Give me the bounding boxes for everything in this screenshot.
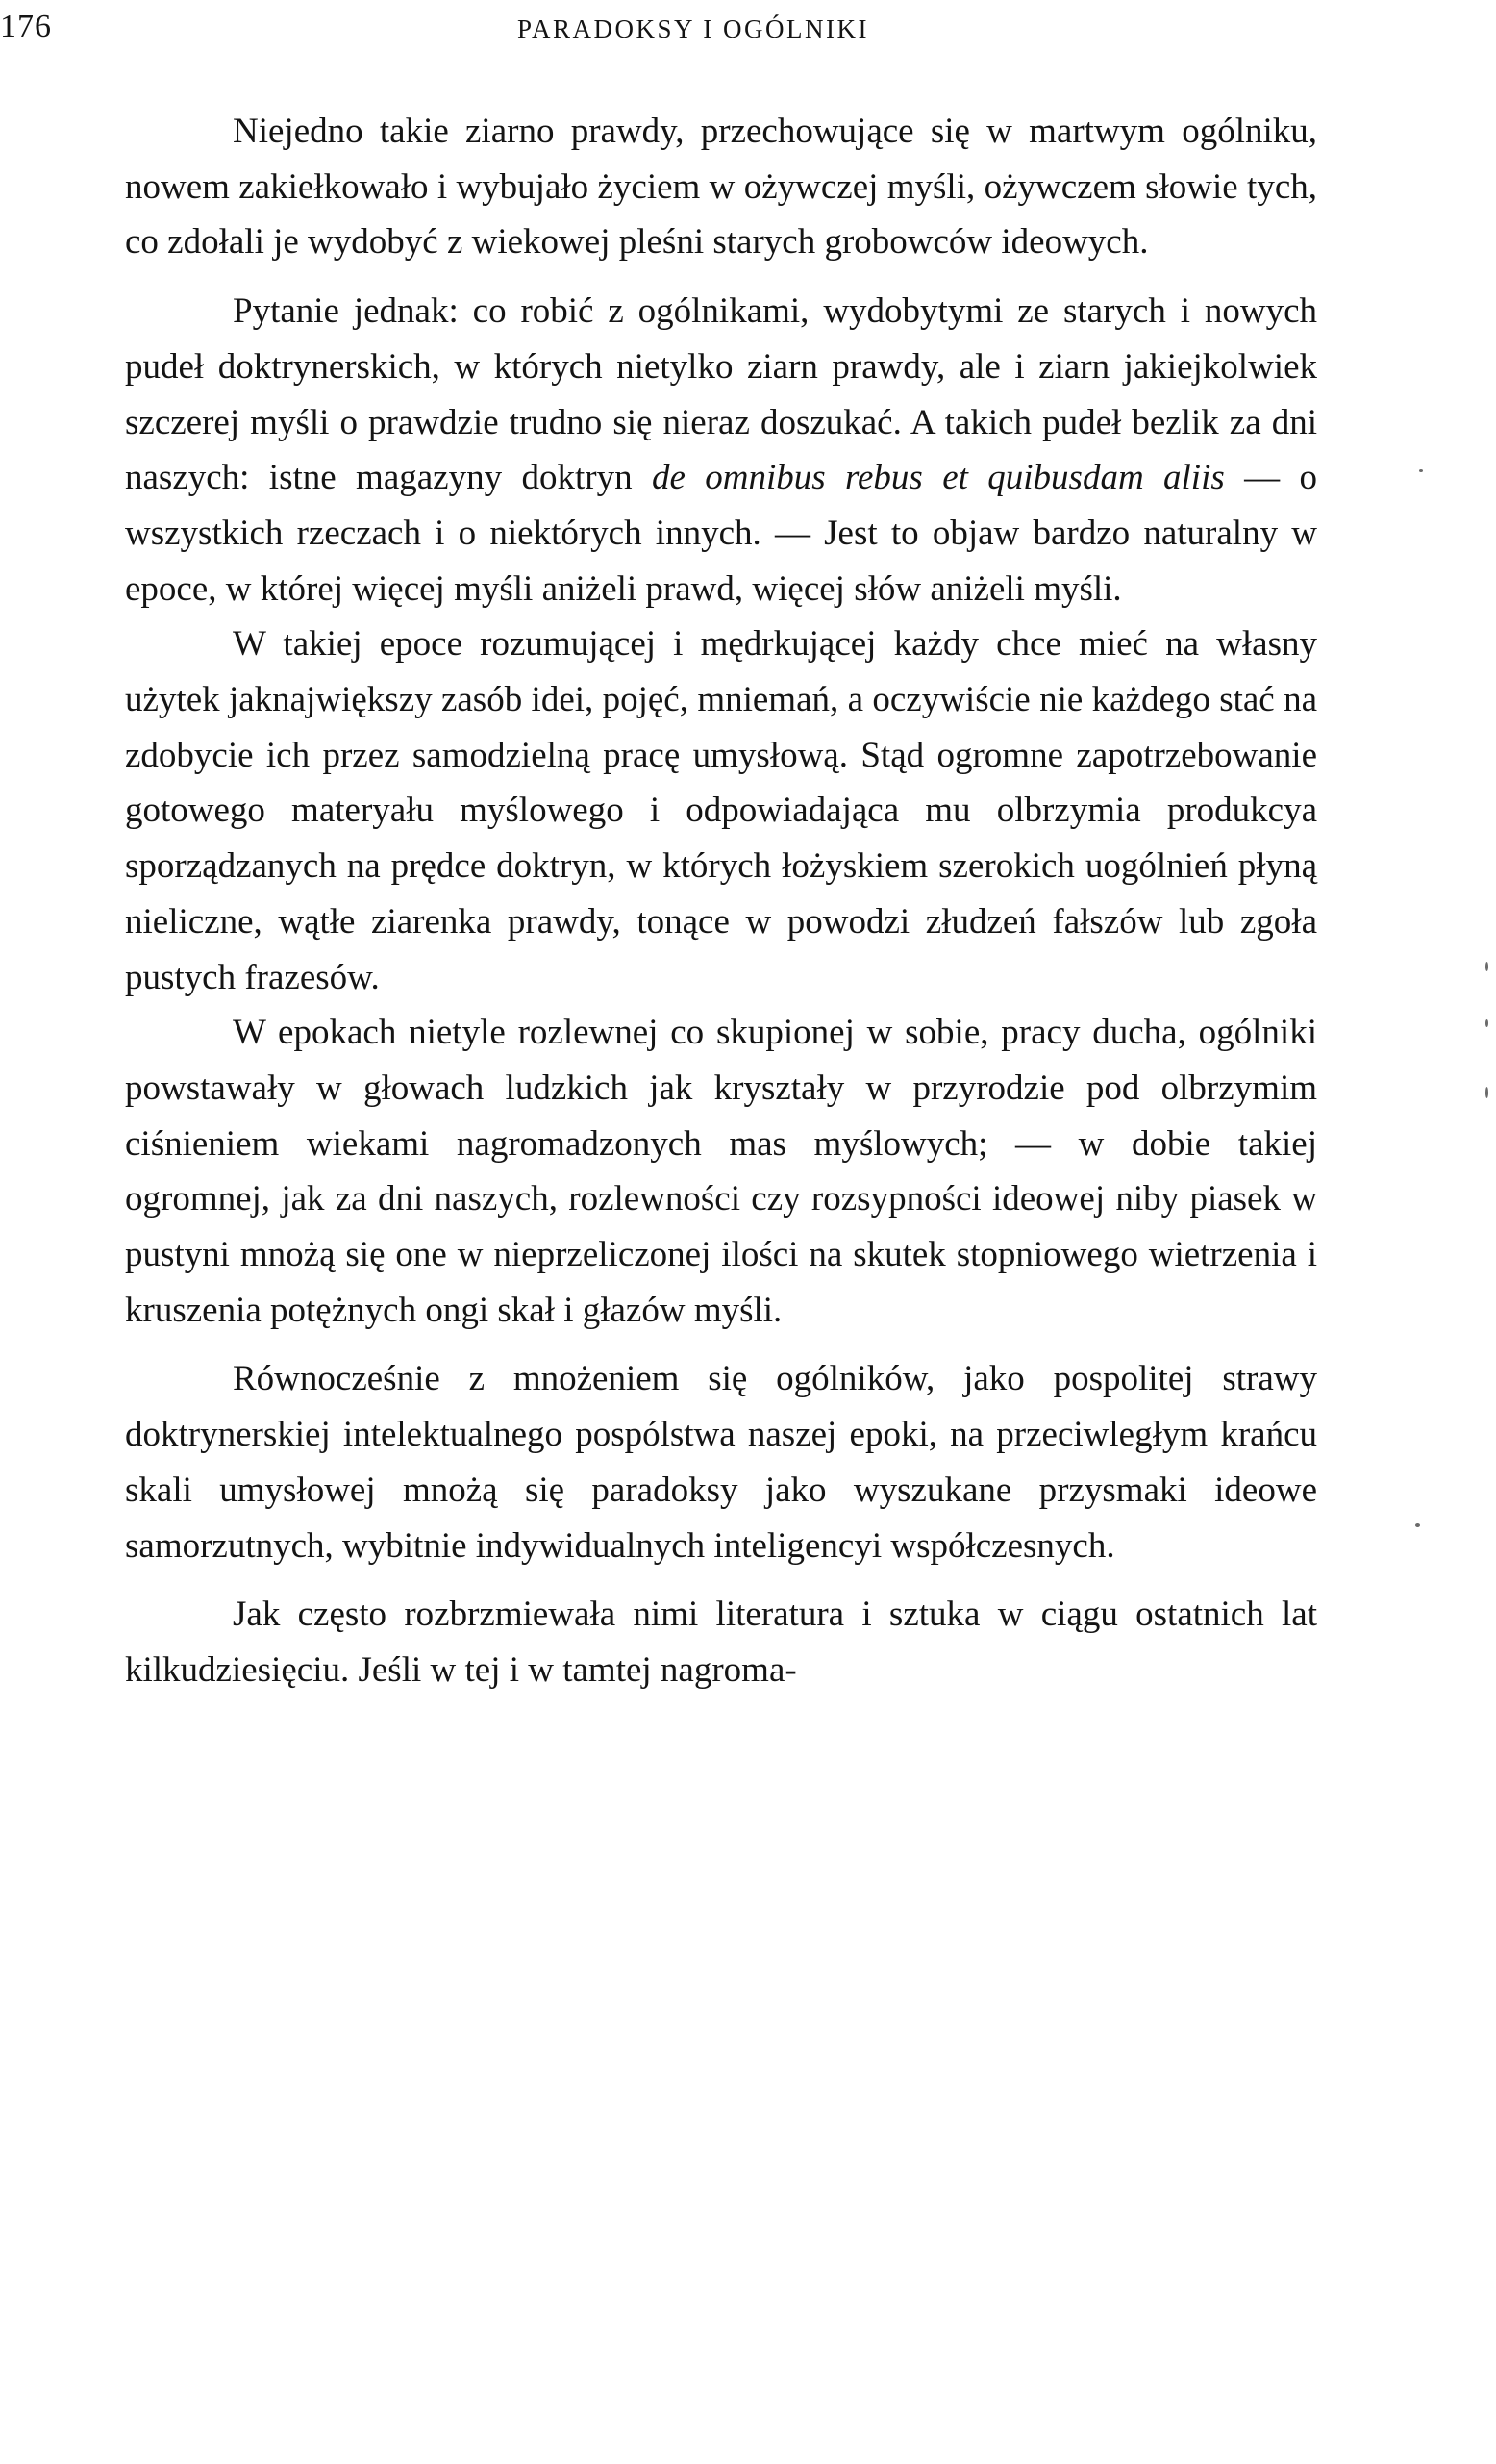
body-text bbox=[125, 104, 1317, 1712]
paragraph-1: Niejedno takie ziarno prawdy, przechowujące się w martwym ogólniku, nowem zakiełkowało i wybujało życiem w ożywczej myśli, ożywczem słowie tych, co zdołali je wydobyć z wiekowej pleśni starych grobowców ideowych. bbox=[125, 112, 1317, 263]
latin-phrase: de omnibus rebus et quibusdam aliis bbox=[651, 458, 1225, 498]
paragraph-6: Jak często rozbrzmiewała nimi literatura i sztuka w ciągu ostatnich lat kilkudziesięciu. Jeśli w tej i w tamtej nagroma- bbox=[125, 1595, 1317, 1690]
running-title: PARADOKSY I OGÓLNIKI bbox=[517, 14, 870, 43]
margin-speck bbox=[1485, 1019, 1488, 1027]
margin-speck bbox=[1485, 962, 1488, 971]
paragraph-4: W epokach nietyle rozlewnej co skupionej w sobie, pracy ducha, ogólniki powstawały w głowach ludzkich jak kryształy w przyrodzie pod olbrzymim ciśnieniem wiekami nagromadzonych mas myślowych; — w dobie takiej ogromnej, jak za dni naszych, rozlewności czy rozsypności ideowej niby piasek w pustyni mnożą się one w nieprzeliczonej ilości na skutek stopniowego wietrzenia i kruszenia potężnych ongi skał i głazów myśli. bbox=[125, 1013, 1317, 1330]
margin-speck bbox=[1485, 1087, 1488, 1098]
margin-speck bbox=[1419, 469, 1423, 472]
paragraph-2 bbox=[125, 284, 1317, 616]
paragraph-5: Równocześnie z mnożeniem się ogólników, jako pospolitej strawy doktrynerskiej intelektualnego pospólstwa naszej epoki, na przeciwległym krańcu skali umysłowej mnożą się paradoksy jako wyszukane przysmaki ideowe samorzutnych, wybitnie indywidualnych inteligencyi współczesnych. bbox=[125, 1359, 1317, 1566]
paragraph-2-continuation: — o wszystkich rzeczach i o niektórych innych. — Jest to objaw bardzo naturalny w epoce, w której więcej myśli aniżeli prawd, więcej słów aniżeli myśli. bbox=[125, 458, 1317, 609]
paragraph-3: W takiej epoce rozumującej i mędrkującej każdy chce mieć na własny użytek jaknajwiększy zasób idei, pojęć, mniemań, a oczywiście nie każdego stać na zdobycie ich przez samodzielną pracę umysłową. Stąd ogromne zapotrzebowanie gotowego materyału myślowego i odpowiadająca mu olbrzymia produkcya sporządzanych na prędce doktryn, w których łożyskiem szerokich uogólnień płyną nieliczne, wątłe ziarenka prawdy, tonące w powodzi złudzeń fałszów lub zgoła pustych frazesów. bbox=[125, 624, 1317, 997]
paragraph-2-text: Pytanie jednak: co robić z ogólnikami, wydobytymi ze starych i nowych pudeł doktrynerskich, w których nietylko ziarn prawdy, ale i ziarn jakiejkolwiek szczerej myśli o prawdzie trudno się nieraz doszukać. A takich pudeł bezlik za dni naszych: istne magazyny doktryn bbox=[125, 291, 1317, 498]
running-header bbox=[0, 4, 1496, 50]
page-number: 176 bbox=[0, 9, 52, 44]
margin-speck bbox=[1415, 1523, 1420, 1527]
